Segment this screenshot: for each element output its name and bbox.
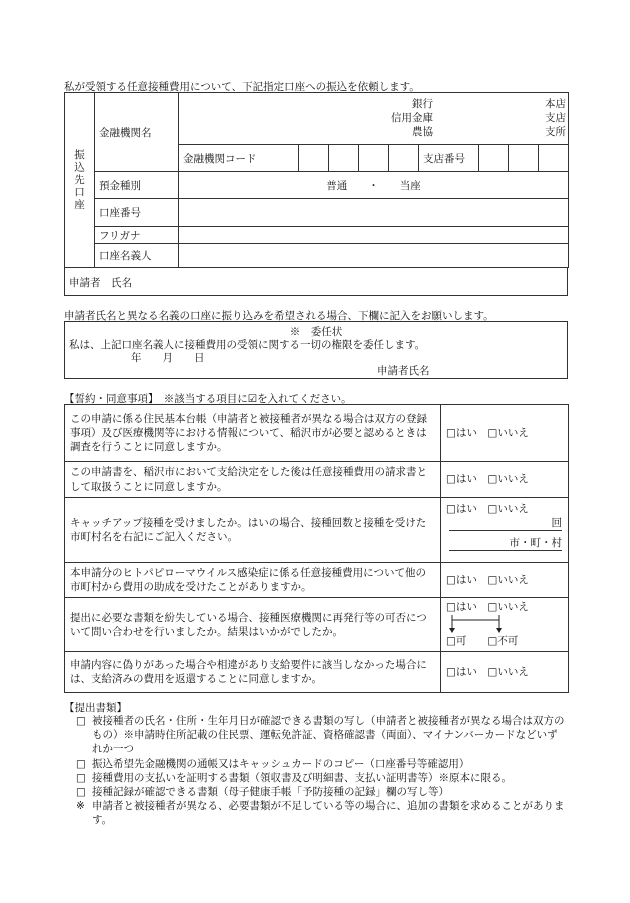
document-item xyxy=(76,714,568,757)
document-checkbox[interactable]: □ xyxy=(76,771,86,784)
applicant-name-field[interactable] xyxy=(64,267,568,296)
document-item xyxy=(76,785,568,799)
branch-code-digit[interactable] xyxy=(539,145,569,172)
bank-code-digit[interactable] xyxy=(359,145,389,172)
bank-type-options: 銀行 信用金庫 農協 xyxy=(391,98,434,139)
no-checkbox[interactable]: □いいえ xyxy=(487,574,529,587)
municipality-unit: 市・町・村 xyxy=(509,537,562,549)
yes-checkbox[interactable]: □はい xyxy=(446,574,477,587)
pledge-question: キャッチアップ接種を受けましたか。はいの場合、接種回数と接種を受けた市町村名を右記にご記入ください。 xyxy=(65,498,441,563)
times-unit: 回 xyxy=(551,517,562,529)
deposit-type-label: 預金種別 xyxy=(95,172,179,199)
bank-code-label: 金融機関コード xyxy=(179,145,299,172)
document-item xyxy=(76,757,568,771)
intro-text: 私が受領する任意接種費用について、下記指定口座への振込を依頼します。 xyxy=(64,81,420,93)
account-holder-label: 口座名義人 xyxy=(95,244,179,268)
document-item xyxy=(76,771,568,785)
document-text: 接種記録が確認できる書類（母子健康手帳「予防接種の記録」欄の写し等） xyxy=(92,785,449,798)
document-text: 振込希望先金融機関の通帳又はキャッシュカードのコピー（口座番号等確認用） xyxy=(92,757,470,770)
documents-header: 【提出書類】 xyxy=(64,702,127,714)
yes-checkbox[interactable]: □はい xyxy=(446,473,477,486)
no-checkbox[interactable]: □いいえ xyxy=(487,503,529,515)
document-checkbox[interactable]: □ xyxy=(76,785,86,798)
document-text: 接種費用の支払いを証明する書類（領収書及び明細書、支払い証明書等）※原本に限る。 xyxy=(92,771,512,784)
note-mark: ※ xyxy=(76,800,85,813)
pledge-question: この申請に係る住民基本台帳（申請者と被接種者が異なる場合は双方の登録事項）及び医療機関等における情報について、稲沢市が必要と認めるときは調査を行うことに同意しますか。 xyxy=(65,405,441,462)
account-number-field[interactable] xyxy=(179,199,569,227)
transfer-account-table xyxy=(64,92,568,268)
deposit-type-options[interactable]: 普通 ・ 当座 xyxy=(179,172,569,199)
pledge-answer xyxy=(441,498,569,563)
bank-name-field[interactable] xyxy=(179,93,569,145)
vaccination-count-field[interactable] xyxy=(449,516,562,531)
yes-checkbox[interactable]: □はい xyxy=(446,601,477,614)
branch-code-digit[interactable] xyxy=(509,145,539,172)
pledge-question: 申請内容に偽りがあった場合や相違があり支給要件に該当しなかった場合には、支給済みの費用を返還することに同意しますか。 xyxy=(65,652,441,693)
yes-checkbox[interactable]: □はい xyxy=(446,426,477,439)
no-checkbox[interactable]: □いいえ xyxy=(487,473,529,486)
document-checkbox[interactable]: □ xyxy=(76,757,86,770)
pledge-question: この申請書を、稲沢市において支給決定をした後は任意接種費用の請求書として取扱うことに同意しますか。 xyxy=(65,462,441,498)
bank-code-digit[interactable] xyxy=(299,145,329,172)
account-number-label: 口座番号 xyxy=(95,199,179,227)
pledge-answer xyxy=(441,652,569,693)
yes-checkbox[interactable]: □はい xyxy=(446,503,477,515)
no-checkbox[interactable]: □いいえ xyxy=(487,601,529,614)
delegation-note: 申請者氏名と異なる名義の口座に振り込みを希望される場合、下欄に記入をお願いします。 xyxy=(64,310,494,322)
pledge-table xyxy=(64,404,568,693)
pledge-answer xyxy=(441,563,569,598)
pledge-question: 提出に必要な書類を紛失している場合、接種医療機関に再発行等の可否について問い合わせを行いましたか。結果はいかがでしたか。 xyxy=(65,598,441,652)
bank-name-label: 金融機関名 xyxy=(95,93,179,172)
document-text: 被接種者の氏名・住所・生年月日が確認できる書類の写し（申請者と被接種者が異なる場合は双方のもの）※申請時住所記載の住民票、運転免許証、資格確認書（両面）、マイナンバーカードなどいずれか一つ xyxy=(92,715,565,756)
delegation-signature-label[interactable]: 申請者氏名 xyxy=(377,365,430,377)
delegation-title: ※ 委任状 xyxy=(289,326,343,338)
account-holder-field[interactable] xyxy=(179,244,569,268)
branch-code-digit[interactable] xyxy=(479,145,509,172)
documents-list xyxy=(76,714,568,827)
delegation-box xyxy=(64,321,568,379)
delegation-text: 私は、上記口座名義人に接種費用の受領に関する一切の権限を委任します。 xyxy=(69,339,426,351)
pledge-answer xyxy=(441,598,569,652)
applicant-name-label: 申請者 氏名 xyxy=(69,277,132,289)
transfer-side-label: 振込先口座 xyxy=(65,93,95,268)
no-checkbox[interactable]: □いいえ xyxy=(487,426,529,439)
pledge-answer xyxy=(441,462,569,498)
bank-code-digit[interactable] xyxy=(329,145,359,172)
possible-checkbox[interactable]: □可 xyxy=(446,635,467,648)
yes-checkbox[interactable]: □はい xyxy=(446,666,477,679)
pledge-answer xyxy=(441,405,569,462)
furigana-label: フリガナ xyxy=(95,227,179,244)
furigana-field[interactable] xyxy=(179,227,569,244)
branch-type-options: 本店 支店 支所 xyxy=(545,98,567,139)
pledge-header: 【誓約・同意事項】 ※該当する項目に☑を入れてください。 xyxy=(64,393,352,405)
pledge-question: 本申請分のヒトパピローマウイルス感染症に係る任意接種費用について他の市町村から費用の助成を受けたことがありますか。 xyxy=(65,563,441,598)
document-text: 申請者と被接種者が異なる、必要書類が不足している等の場合に、追加の書類を求めることがあります。 xyxy=(92,800,565,827)
bank-code-digit[interactable] xyxy=(389,145,419,172)
impossible-checkbox[interactable]: □不可 xyxy=(487,635,519,648)
branch-code-label: 支店番号 xyxy=(419,145,479,172)
delegation-date[interactable]: 年 月 日 xyxy=(131,352,205,364)
municipality-field[interactable] xyxy=(449,536,562,551)
document-checkbox[interactable]: □ xyxy=(76,715,86,727)
no-checkbox[interactable]: □いいえ xyxy=(487,666,529,679)
document-note xyxy=(76,799,568,827)
